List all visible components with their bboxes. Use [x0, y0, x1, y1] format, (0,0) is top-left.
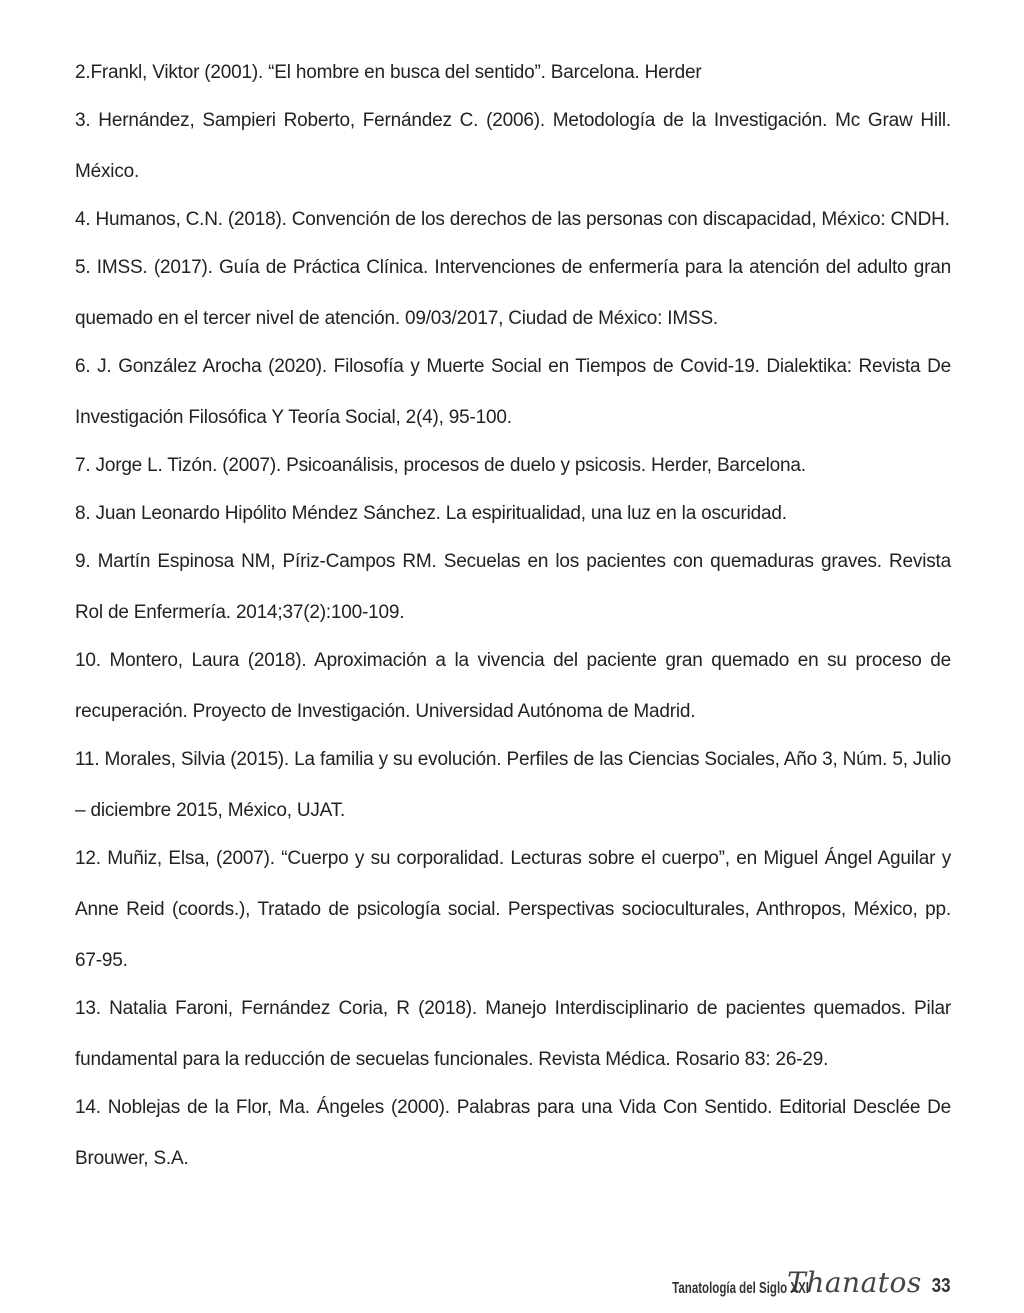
reference-item: 12. Muñiz, Elsa, (2007). “Cuerpo y su corporalidad. Lecturas sobre el cuerpo”, en Miguel Ángel Aguilar y Anne Reid (coords.), Tratado de psicología social. Perspectivas socioculturales, Anthropos, México, pp. 67-95.	[75, 848, 951, 971]
reference-item: 6. J. González Arocha (2020). Filosofía y Muerte Social en Tiempos de Covid-19. Dialektika: Revista De Investigación Filosófica Y Teoría Social, 2(4), 95-100.	[75, 356, 951, 428]
journal-logo: Thanatos	[787, 1266, 922, 1299]
journal-name: Tanatología del Siglo XXI	[672, 1280, 810, 1297]
reference-item: 7. Jorge L. Tizón. (2007). Psicoanálisis, procesos de duelo y psicosis. Herder, Barcelona.	[75, 455, 806, 476]
reference-item: 10. Montero, Laura (2018). Aproximación a la vivencia del paciente gran quemado en su proceso de recuperación. Proyecto de Investigación. Universidad Autónoma de Madrid.	[75, 650, 951, 722]
reference-item: 8. Juan Leonardo Hipólito Méndez Sánchez. La espiritualidad, una luz en la oscuridad.	[75, 503, 787, 524]
reference-item: 2.Frankl, Viktor (2001). “El hombre en busca del sentido”. Barcelona. Herder	[75, 62, 702, 83]
page-number: 33	[931, 1275, 951, 1297]
reference-item: 9. Martín Espinosa NM, Píriz-Campos RM. Secuelas en los pacientes con quemaduras graves. Revista Rol de Enfermería. 2014;37(2):100-109.	[75, 551, 951, 623]
reference-item: 13. Natalia Faroni, Fernández Coria, R (2018). Manejo Interdisciplinario de pacientes quemados. Pilar fundamental para la reducción de secuelas funcionales. Revista Médica. Rosario 83: 26-29.	[75, 998, 951, 1070]
page-footer	[619, 1262, 952, 1298]
reference-item: 14. Noblejas de la Flor, Ma. Ángeles (2000). Palabras para una Vida Con Sentido. Editorial Desclée De Brouwer, S.A.	[75, 1097, 951, 1169]
reference-item: 4. Humanos, C.N. (2018). Convención de los derechos de las personas con discapacidad, México: CNDH.	[75, 209, 950, 230]
reference-list	[75, 47, 951, 1181]
reference-item: 11. Morales, Silvia (2015). La familia y su evolución. Perfiles de las Ciencias Sociales, Año 3, Núm. 5, Julio – diciembre 2015, México, UJAT.	[75, 749, 951, 821]
reference-item: 3. Hernández, Sampieri Roberto, Fernández C. (2006). Metodología de la Investigación. Mc Graw Hill. México.	[75, 110, 951, 182]
reference-item: 5. IMSS. (2017). Guía de Práctica Clínica. Intervenciones de enfermería para la atención del adulto gran quemado en el tercer nivel de atención. 09/03/2017, Ciudad de México: IMSS.	[75, 257, 951, 329]
